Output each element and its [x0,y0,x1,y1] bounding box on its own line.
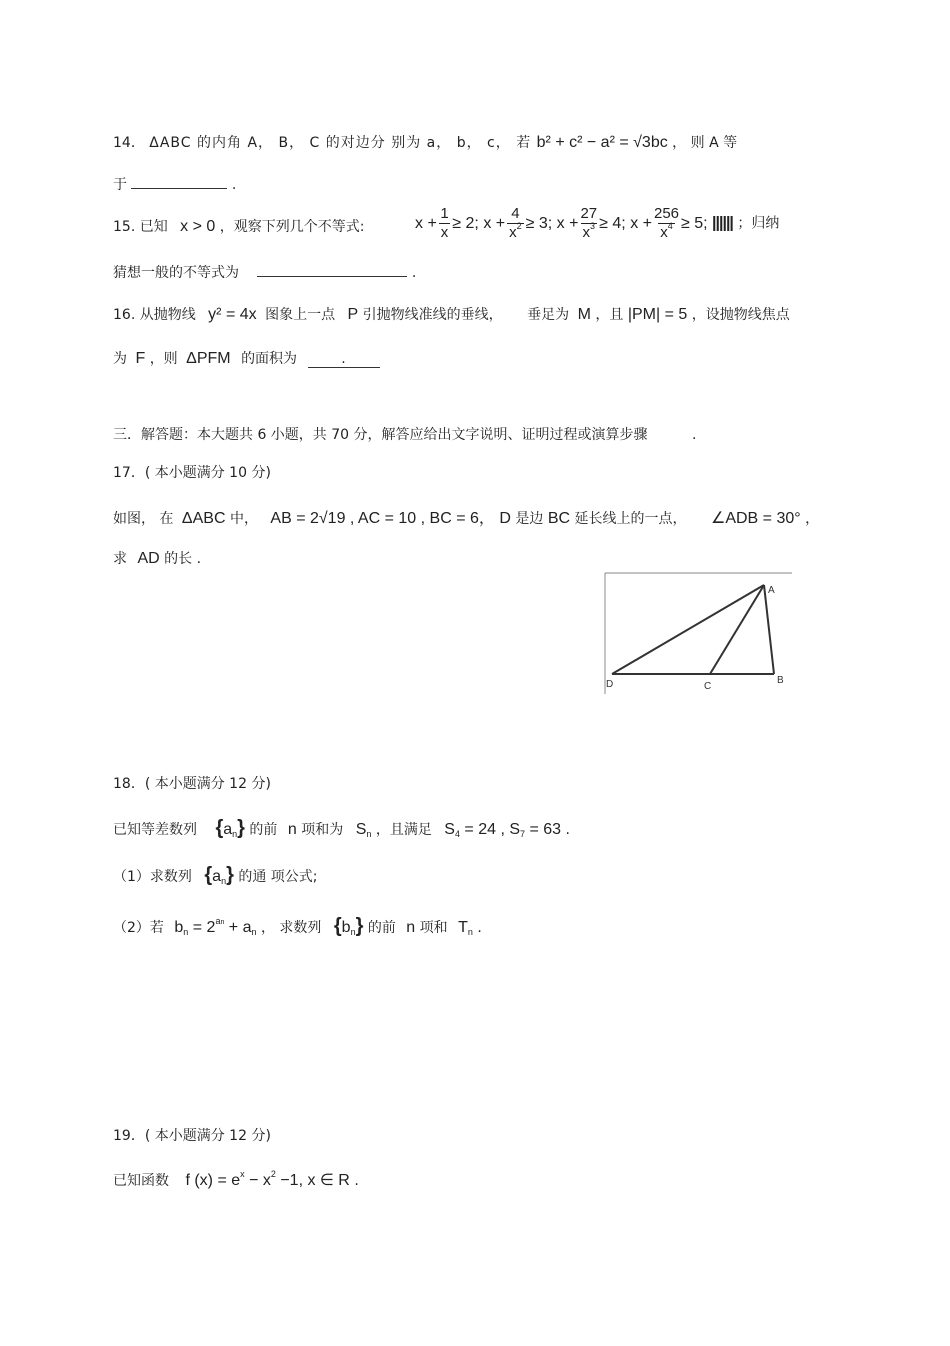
q17-text-d: 延长线上的一点， [574,511,687,527]
q18-part2-period: . [477,920,482,936]
q18-part1-seq: $\{a_n\}$ [204,864,234,886]
q16-text6: ，设抛物线焦点 [691,307,790,323]
q16-area-text: 的面积为 [241,351,298,367]
q14-line2 [113,174,236,194]
q16-text3: 引抛物线准线的垂线， [362,307,503,323]
q17-comma: ， [805,511,820,527]
q16-line1 [113,304,790,324]
q14-text-end: ， 则 A 等 [672,135,738,151]
q16-period: . [341,351,346,367]
q15-period: . [411,265,417,281]
q18-header: 18．( 本小题满分 12 分) [113,776,271,792]
section3-heading [113,424,696,444]
q15-tail: ；归纳 [737,215,780,232]
q16-triangle-pfm: ΔPFM [186,350,231,367]
q18-part2-text-b: ， 求数列 [260,920,322,936]
q14-equation: b² + c² − a² = √3bc [536,134,668,151]
q18-part2-n: n [406,919,416,936]
q18-bn-def: $b_n = 2^{an} + a_n$ [174,916,257,937]
q15-answer-blank[interactable] [257,276,407,277]
q17-line1 [113,505,819,528]
q15-number: 15. 已知 [113,219,168,235]
label-b: B [777,675,784,686]
q18-sn: $S_n$ [355,821,372,839]
q17-ac: , AC = 10 [349,510,417,527]
segment-da [612,585,764,674]
q18-part1-text-a: （1）求数列 [113,869,192,885]
q18-line1 [113,817,570,840]
q16-text1: 16. 从抛物线 [113,307,196,323]
q17-length-text: 的长 . [164,551,202,567]
q17-text-b: 中， [229,511,258,527]
q19-function: f $(x) = e^x - x^2 -1$, x ∈ R [185,1169,350,1189]
label-d: D [606,679,614,690]
segment-ab [764,585,774,674]
q15-ellipsis: |||||| [712,214,733,232]
q15-text: ，观察下列几个不等式: [219,219,365,235]
q16-focus-f: F [135,350,146,367]
q16-point-p: P [347,306,359,323]
q17-triangle-figure [604,572,794,696]
q15-ineq-4: x + $\frac{256}{x^4}$ ≥ 5; [630,205,708,241]
q18-part2-text-d: 项和 [419,920,448,936]
q18-tn: $T_n$ [458,919,473,937]
label-a: A [768,585,775,596]
q17-side-bc: BC [547,510,571,527]
q18-part2-text-a: （2）若 [113,920,164,936]
q18-seq-a: $\{a_n\}$ [215,817,245,839]
q16-ze: ，则 [149,351,178,367]
q19-header: 19．( 本小题满分 12 分) [113,1128,271,1144]
q18-text-d: ，且满足 [375,822,432,838]
q17-text-a: 如图， 在 [113,511,174,527]
q18-part2-seq: $\{b_n\}$ [333,915,364,937]
q17-text-c: 是边 [515,511,544,527]
q18-n: n [287,821,297,838]
q16-parabola-eq: y² = 4x [208,306,257,323]
segment-ca [710,585,764,674]
q17-bc: , BC = 6， [420,510,495,527]
q18-part1 [113,864,318,887]
q18-period: . [565,822,570,838]
q15-inequalities [415,205,779,242]
q17-point-d: D [499,510,511,527]
q15-guess-text: 猜想一般的不等式为 [113,265,239,281]
q15-ineq-2: x + $\frac{4}{x^2}$ ≥ 3; [483,205,553,241]
q14-text: ΔABC 的内角 A， B， C 的对边分 别为 a， b， c， 若 [149,135,537,151]
q15-condition: x > 0 [180,218,216,235]
q15-ineq-1: x + $\frac{1}{x}$ ≥ 2; [415,205,479,241]
q18-text-c: 项和为 [301,822,344,838]
q18-text-a: 已知等差数列 [113,822,197,838]
q18-part2 [113,915,482,938]
q19-line1 [113,1170,359,1190]
q16-text4: 垂足为 [527,307,570,323]
q17-ab: AB = 2√19 [270,510,346,527]
q17-qiu: 求 [113,551,127,567]
q16-pm-eq: |PM| = 5 [627,306,688,323]
q18-condition: $S_4 = 24$ , $S_7 = 63$ [444,821,562,839]
q14-period: . [231,177,237,193]
q16-line2 [113,348,380,368]
q14-answer-blank[interactable] [131,188,227,189]
q15-ineq-3: x + $\frac{27}{x^3}$ ≥ 4; [556,205,626,241]
q16-text5: ，且 [595,307,624,323]
q16-point-m: M [577,306,591,323]
q17-line2 [113,548,201,568]
q18-part1-text-b: 的通 项公式; [238,869,318,885]
section3-period: . [691,427,697,443]
q14-number: 14． [113,135,145,151]
q16-answer-blank[interactable] [308,351,380,368]
q15-line2 [113,262,416,282]
q19-period: . [354,1173,359,1189]
q18-text-b: 的前 [249,822,278,838]
q17-angle: ∠ADB = 30° [710,510,801,527]
q14-line1 [113,132,737,152]
q16-text2: 图象上一点 [265,307,336,323]
q18-part2-text-c: 的前 [367,920,396,936]
q17-header: 17．( 本小题满分 10 分) [113,465,271,481]
q17-ad: AD [137,550,160,567]
q14-yu: 于 [113,177,127,193]
q16-wei: 为 [113,351,127,367]
label-c: C [704,681,712,692]
q15-line1 [113,216,364,236]
section3-text: 三．解答题：本大题共 6 小题，共 70 分，解答应给出文字说明、证明过程或演算步骤 [113,427,648,443]
q17-triangle: ΔABC [181,510,226,527]
q19-text-a: 已知函数 [113,1173,169,1189]
